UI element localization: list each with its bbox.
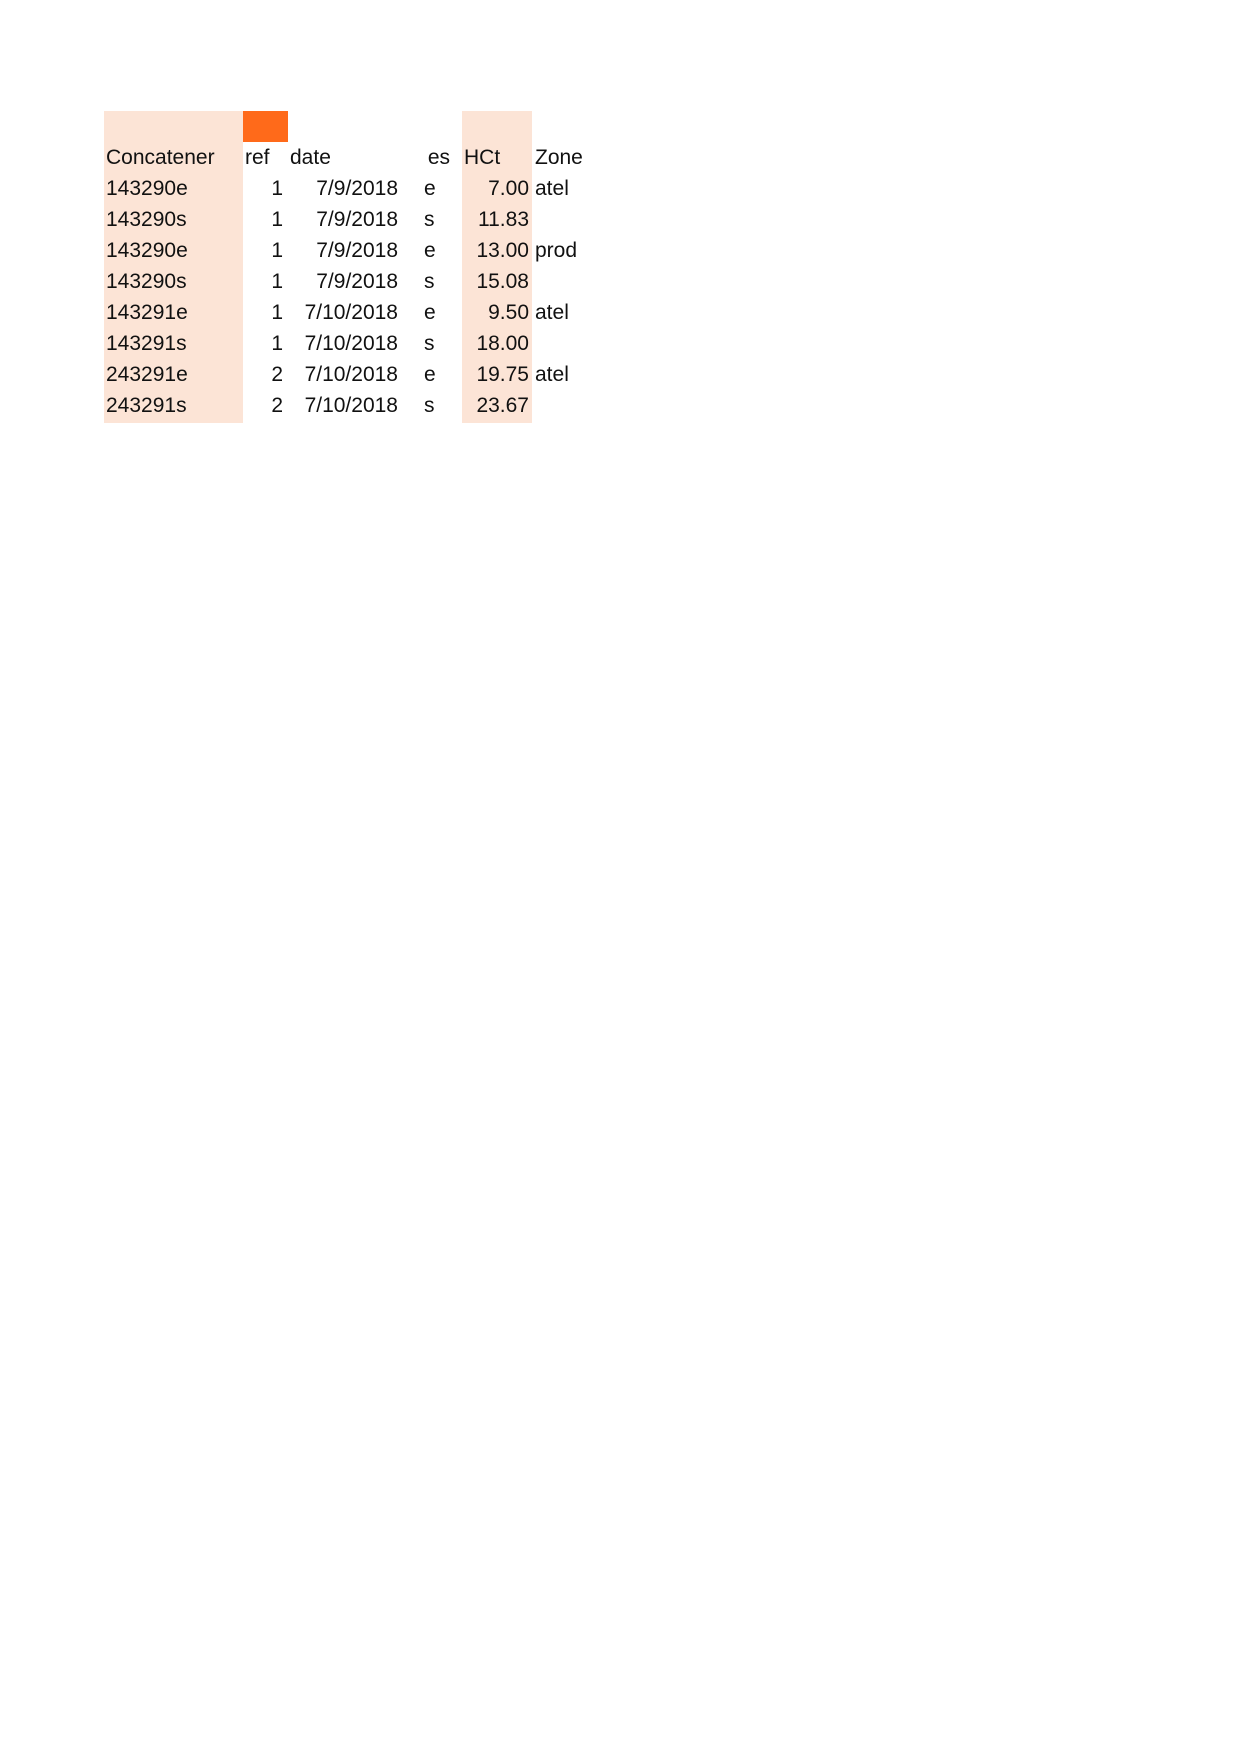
es-cell[interactable]: s [424,332,435,355]
concatener-cell[interactable]: 243291e [106,363,188,386]
concatener-cell[interactable]: 143291s [106,332,187,355]
ref-cell[interactable]: 1 [271,301,283,324]
header-date[interactable]: date [290,146,331,169]
zone-cell[interactable] [535,390,615,421]
zone-cell[interactable] [535,328,615,359]
ref-cell[interactable]: 1 [271,208,283,231]
ref-cell[interactable]: 1 [271,332,283,355]
ref-cell[interactable]: 1 [271,270,283,293]
ref-cell[interactable]: 1 [271,177,283,200]
hct-cell[interactable]: 18.00 [476,332,529,355]
date-cell[interactable]: 7/10/2018 [304,332,398,355]
highlighted-cell[interactable] [243,111,288,142]
date-cell[interactable]: 7/9/2018 [316,270,398,293]
hct-cell[interactable]: 23.67 [476,394,529,417]
spreadsheet-page [104,111,704,431]
date-cell[interactable]: 7/9/2018 [316,208,398,231]
concatener-cell[interactable]: 143290e [106,239,188,262]
concatener-cell[interactable]: 143291e [106,301,188,324]
zone-cell[interactable]: prod [535,239,578,262]
es-cell[interactable]: e [424,301,436,324]
concatener-cell[interactable]: 143290e [106,177,188,200]
date-cell[interactable]: 7/10/2018 [304,363,398,386]
hct-cell[interactable]: 13.00 [476,239,529,262]
ref-cell[interactable]: 2 [271,394,283,417]
hct-cell[interactable]: 7.00 [488,177,529,200]
zone-cell[interactable]: atel [535,363,569,386]
header-zone[interactable]: Zone [535,146,583,169]
ref-cell[interactable]: 1 [271,239,283,262]
zone-cell[interactable] [535,204,615,235]
header-es[interactable]: es [427,146,450,169]
date-cell[interactable]: 7/10/2018 [304,394,398,417]
hct-cell[interactable]: 9.50 [488,301,529,324]
date-cell[interactable]: 7/10/2018 [304,301,398,324]
header-ref[interactable]: ref [245,146,270,169]
es-cell[interactable]: s [424,208,435,231]
concatener-cell[interactable]: 143290s [106,208,187,231]
concatener-cell[interactable]: 143290s [106,270,187,293]
ref-cell[interactable]: 2 [271,363,283,386]
date-cell[interactable]: 7/9/2018 [316,239,398,262]
es-cell[interactable]: s [424,394,435,417]
es-cell[interactable]: e [424,239,436,262]
header-hct[interactable]: HCt [464,146,501,169]
zone-cell[interactable] [535,266,615,297]
es-cell[interactable]: e [424,177,436,200]
hct-cell[interactable]: 11.83 [478,208,529,231]
date-cell[interactable]: 7/9/2018 [316,177,398,200]
zone-cell[interactable]: atel [535,301,569,324]
header-concatener[interactable]: Concatener [106,146,215,169]
concatener-cell[interactable]: 243291s [106,394,187,417]
hct-cell[interactable]: 19.75 [476,363,529,386]
zone-cell[interactable]: atel [535,177,569,200]
hct-cell[interactable]: 15.08 [476,270,529,293]
es-cell[interactable]: e [424,363,436,386]
es-cell[interactable]: s [424,270,435,293]
